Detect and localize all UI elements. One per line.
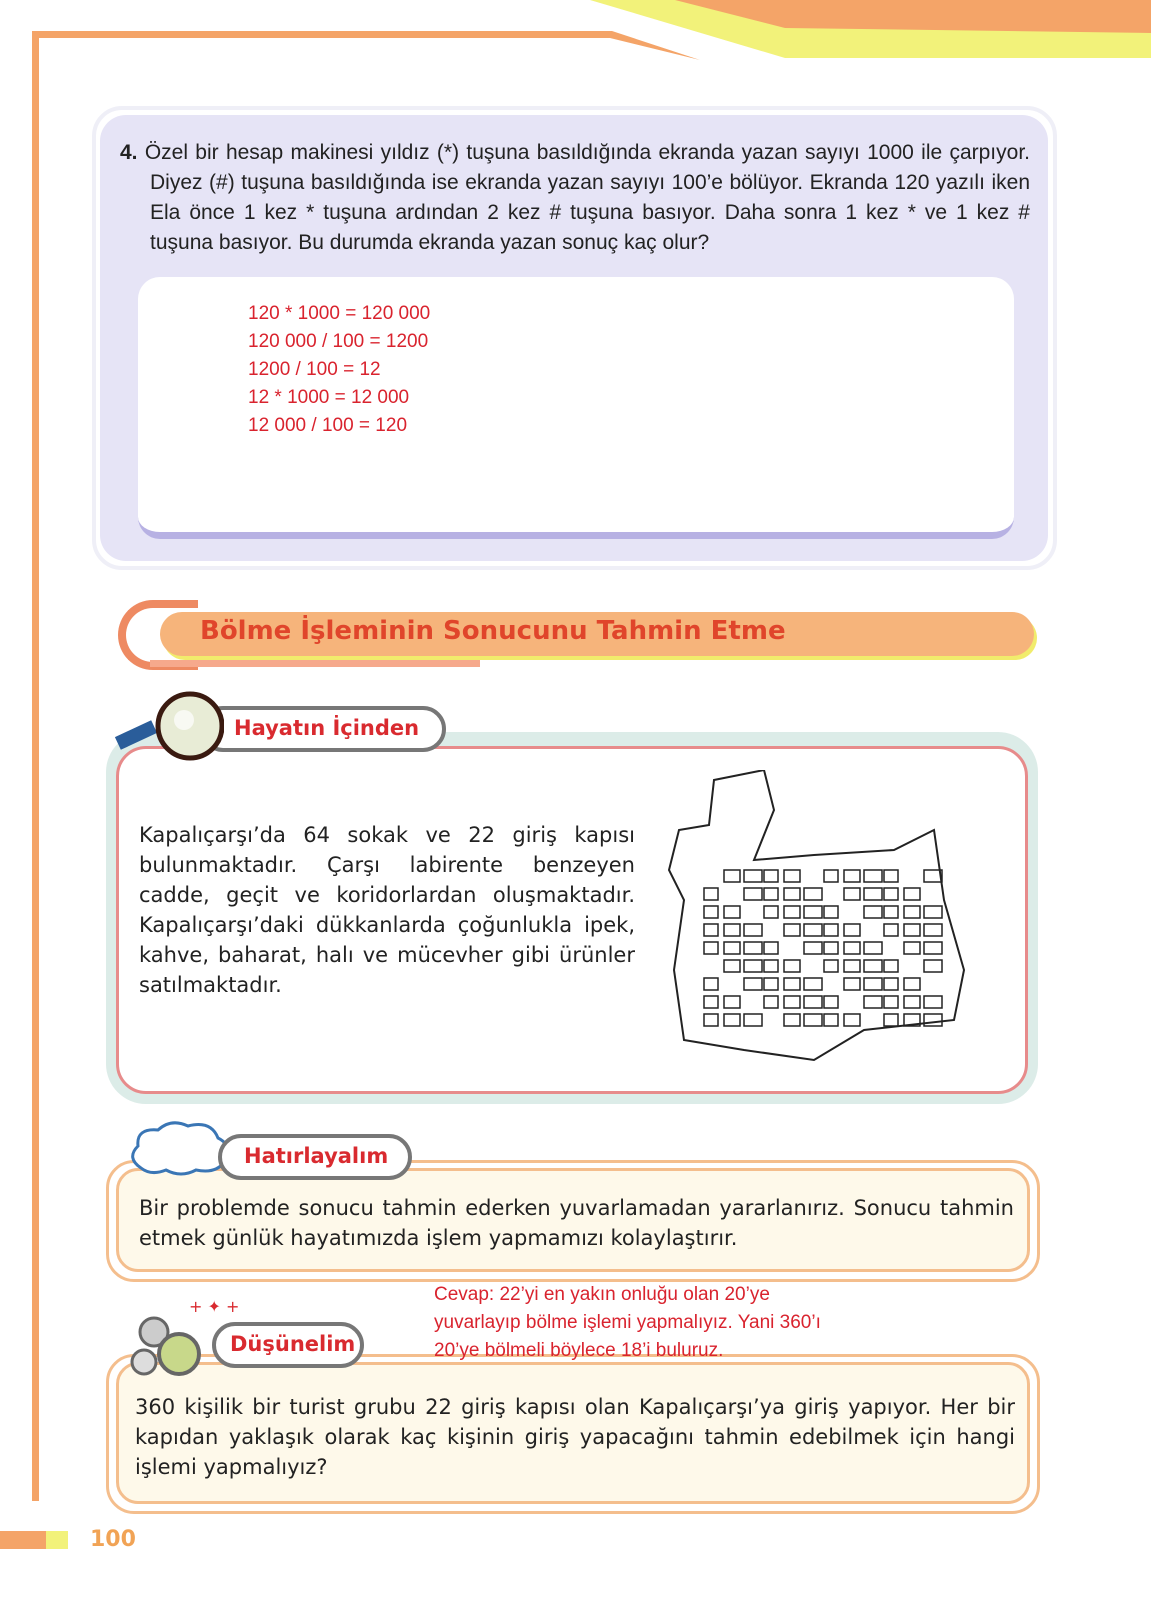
answer-line: 1200 / 100 = 12: [248, 359, 381, 380]
header-decoration: [0, 0, 1151, 80]
map-block: [824, 924, 838, 936]
answer-line: 20’ye bölmeli böylece 18’i buluruz.: [434, 1340, 724, 1361]
map-block: [804, 888, 822, 900]
answer-line: Cevap: 22’yi en yakın onluğu olan 20’ye: [434, 1284, 770, 1305]
map-block: [724, 960, 740, 972]
map-block: [784, 1014, 800, 1026]
map-block: [764, 870, 778, 882]
map-block: [924, 942, 942, 954]
question-body: Özel bir hesap makinesi yıldız (*) tuşuna basıldığında ekranda yazan sayıyı 1000 ile çarpıyor. Diyez (#) tuşuna basıldığında ise ekranda yazan sayıyı 100’e bölüyor. Ekranda 120 yazılı iken Ela önce 1 kez * tuşuna ardından 2 kez # tuşuna basıyor. Daha sonra 1 kez * ve 1 kez # tuşuna basıyor. Bu durumda ekranda yazan sonuç kaç olur?: [144, 141, 1030, 254]
page-frame-left: [32, 31, 39, 1501]
map-block: [904, 888, 920, 900]
map-block: [924, 924, 942, 936]
map-block: [764, 888, 778, 900]
map-block: [824, 960, 838, 972]
map-block: [764, 996, 778, 1008]
map-block: [864, 906, 882, 918]
map-block: [824, 942, 838, 954]
map-block: [864, 870, 882, 882]
map-block: [704, 888, 718, 900]
map-block: [704, 942, 718, 954]
map-block: [704, 996, 718, 1008]
map-block: [864, 888, 882, 900]
map-block: [784, 870, 800, 882]
dusunelim-answer: [434, 1281, 821, 1365]
map-block: [844, 870, 860, 882]
hatirlayalim-tag: Hatırlayalım: [218, 1134, 412, 1180]
map-block: [824, 906, 838, 918]
map-block: [724, 942, 740, 954]
map-block: [744, 978, 762, 990]
map-block: [904, 924, 920, 936]
map-block: [724, 1014, 740, 1026]
question-text: [120, 138, 1030, 258]
svg-text:+ ✦ +: + ✦ +: [189, 1297, 240, 1316]
map-block: [704, 1014, 718, 1026]
map-block: [924, 996, 942, 1008]
map-block: [924, 960, 942, 972]
map-block: [764, 906, 778, 918]
map-block: [744, 942, 762, 954]
hatirlayalim-text: Bir problemde sonucu tahmin ederken yuvarlamadan yararlanırız. Sonucu tahmin etmek günlük hayatımızda işlem yapmamızı kolaylaştırır.: [139, 1196, 1014, 1250]
map-block: [884, 906, 898, 918]
kapalicarsi-map: [664, 770, 994, 1070]
question-number: 4.: [120, 141, 138, 164]
map-block: [804, 1014, 822, 1026]
map-block: [784, 924, 800, 936]
map-block: [924, 1014, 942, 1026]
map-block: [784, 996, 800, 1008]
map-block: [724, 996, 740, 1008]
map-block: [844, 888, 860, 900]
magnifier-icon: [112, 690, 224, 762]
map-block: [724, 906, 740, 918]
page-number: 100: [90, 1527, 136, 1552]
map-block: [764, 960, 778, 972]
dusunelim-text: 360 kişilik bir turist grubu 22 giriş kapısı olan Kapalıçarşı’ya giriş yapıyor. Her bir kapıdan yaklaşık olarak kaç kişinin giriş yapacağını tahmin edebilmek için hangi işlemi yapmalıyız?: [135, 1395, 1015, 1479]
map-block: [884, 924, 898, 936]
map-block: [744, 924, 762, 936]
map-block: [784, 960, 800, 972]
map-block: [744, 888, 762, 900]
hayatin-icinden-text: Kapalıçarşı’da 64 sokak ve 22 giriş kapısı bulunmaktadır. Çarşı labirente benzeyen cadde, geçit ve koridorlardan oluşmaktadır. Kapalıçarşı’daki dükkanlarda çoğunlukla ipek, kahve, baharat, halı ve mücevher gibi ürünler satılmaktadır.: [139, 823, 635, 997]
map-block: [804, 924, 822, 936]
map-block: [884, 978, 898, 990]
map-block: [904, 942, 920, 954]
answer-line: yuvarlayıp bölme işlemi yapmalıyız. Yani 360’ı: [434, 1312, 821, 1333]
map-block: [704, 978, 718, 990]
section-title: Bölme İşleminin Sonucunu Tahmin Etme: [200, 616, 786, 646]
map-block: [864, 978, 882, 990]
map-block: [764, 942, 778, 954]
map-block: [724, 924, 740, 936]
map-block: [864, 960, 882, 972]
page-frame-top: [32, 31, 612, 38]
map-block: [904, 978, 920, 990]
page-number-bar-accent: [46, 1531, 68, 1549]
map-block: [844, 942, 860, 954]
page-number-bar: [0, 1531, 46, 1549]
section-underline: [150, 660, 480, 667]
map-block: [764, 978, 778, 990]
map-block: [804, 996, 822, 1008]
map-block: [884, 996, 898, 1008]
hayatin-icinden-tag: Hayatın İçinden: [200, 706, 446, 752]
answer-line: 120 000 / 100 = 1200: [248, 331, 429, 352]
map-block: [704, 924, 718, 936]
map-block: [844, 978, 860, 990]
answer-line: 120 * 1000 = 120 000: [248, 303, 431, 324]
map-block: [864, 996, 882, 1008]
map-block: [804, 906, 822, 918]
answer-lines: [248, 300, 430, 440]
map-block: [784, 978, 800, 990]
map-block: [924, 906, 942, 918]
map-block: [804, 942, 822, 954]
map-block: [744, 1014, 762, 1026]
map-block: [844, 960, 860, 972]
map-block: [744, 960, 762, 972]
map-block: [884, 870, 898, 882]
map-block: [804, 978, 822, 990]
map-block: [864, 942, 882, 954]
map-block: [784, 888, 800, 900]
map-block: [884, 1014, 898, 1026]
map-block: [724, 870, 740, 882]
map-block: [784, 906, 800, 918]
map-block: [884, 960, 898, 972]
map-block: [824, 996, 838, 1008]
map-block: [824, 870, 838, 882]
map-block: [844, 1014, 860, 1026]
map-block: [744, 870, 762, 882]
map-block: [904, 996, 920, 1008]
map-block: [904, 906, 920, 918]
map-block: [704, 906, 718, 918]
answer-line: 12 * 1000 = 12 000: [248, 387, 410, 408]
dusunelim-tag: Düşünelim: [212, 1322, 364, 1368]
map-block: [824, 1014, 838, 1026]
map-block: [844, 924, 860, 936]
map-block: [884, 888, 898, 900]
answer-line: 12 000 / 100 = 120: [248, 415, 408, 436]
